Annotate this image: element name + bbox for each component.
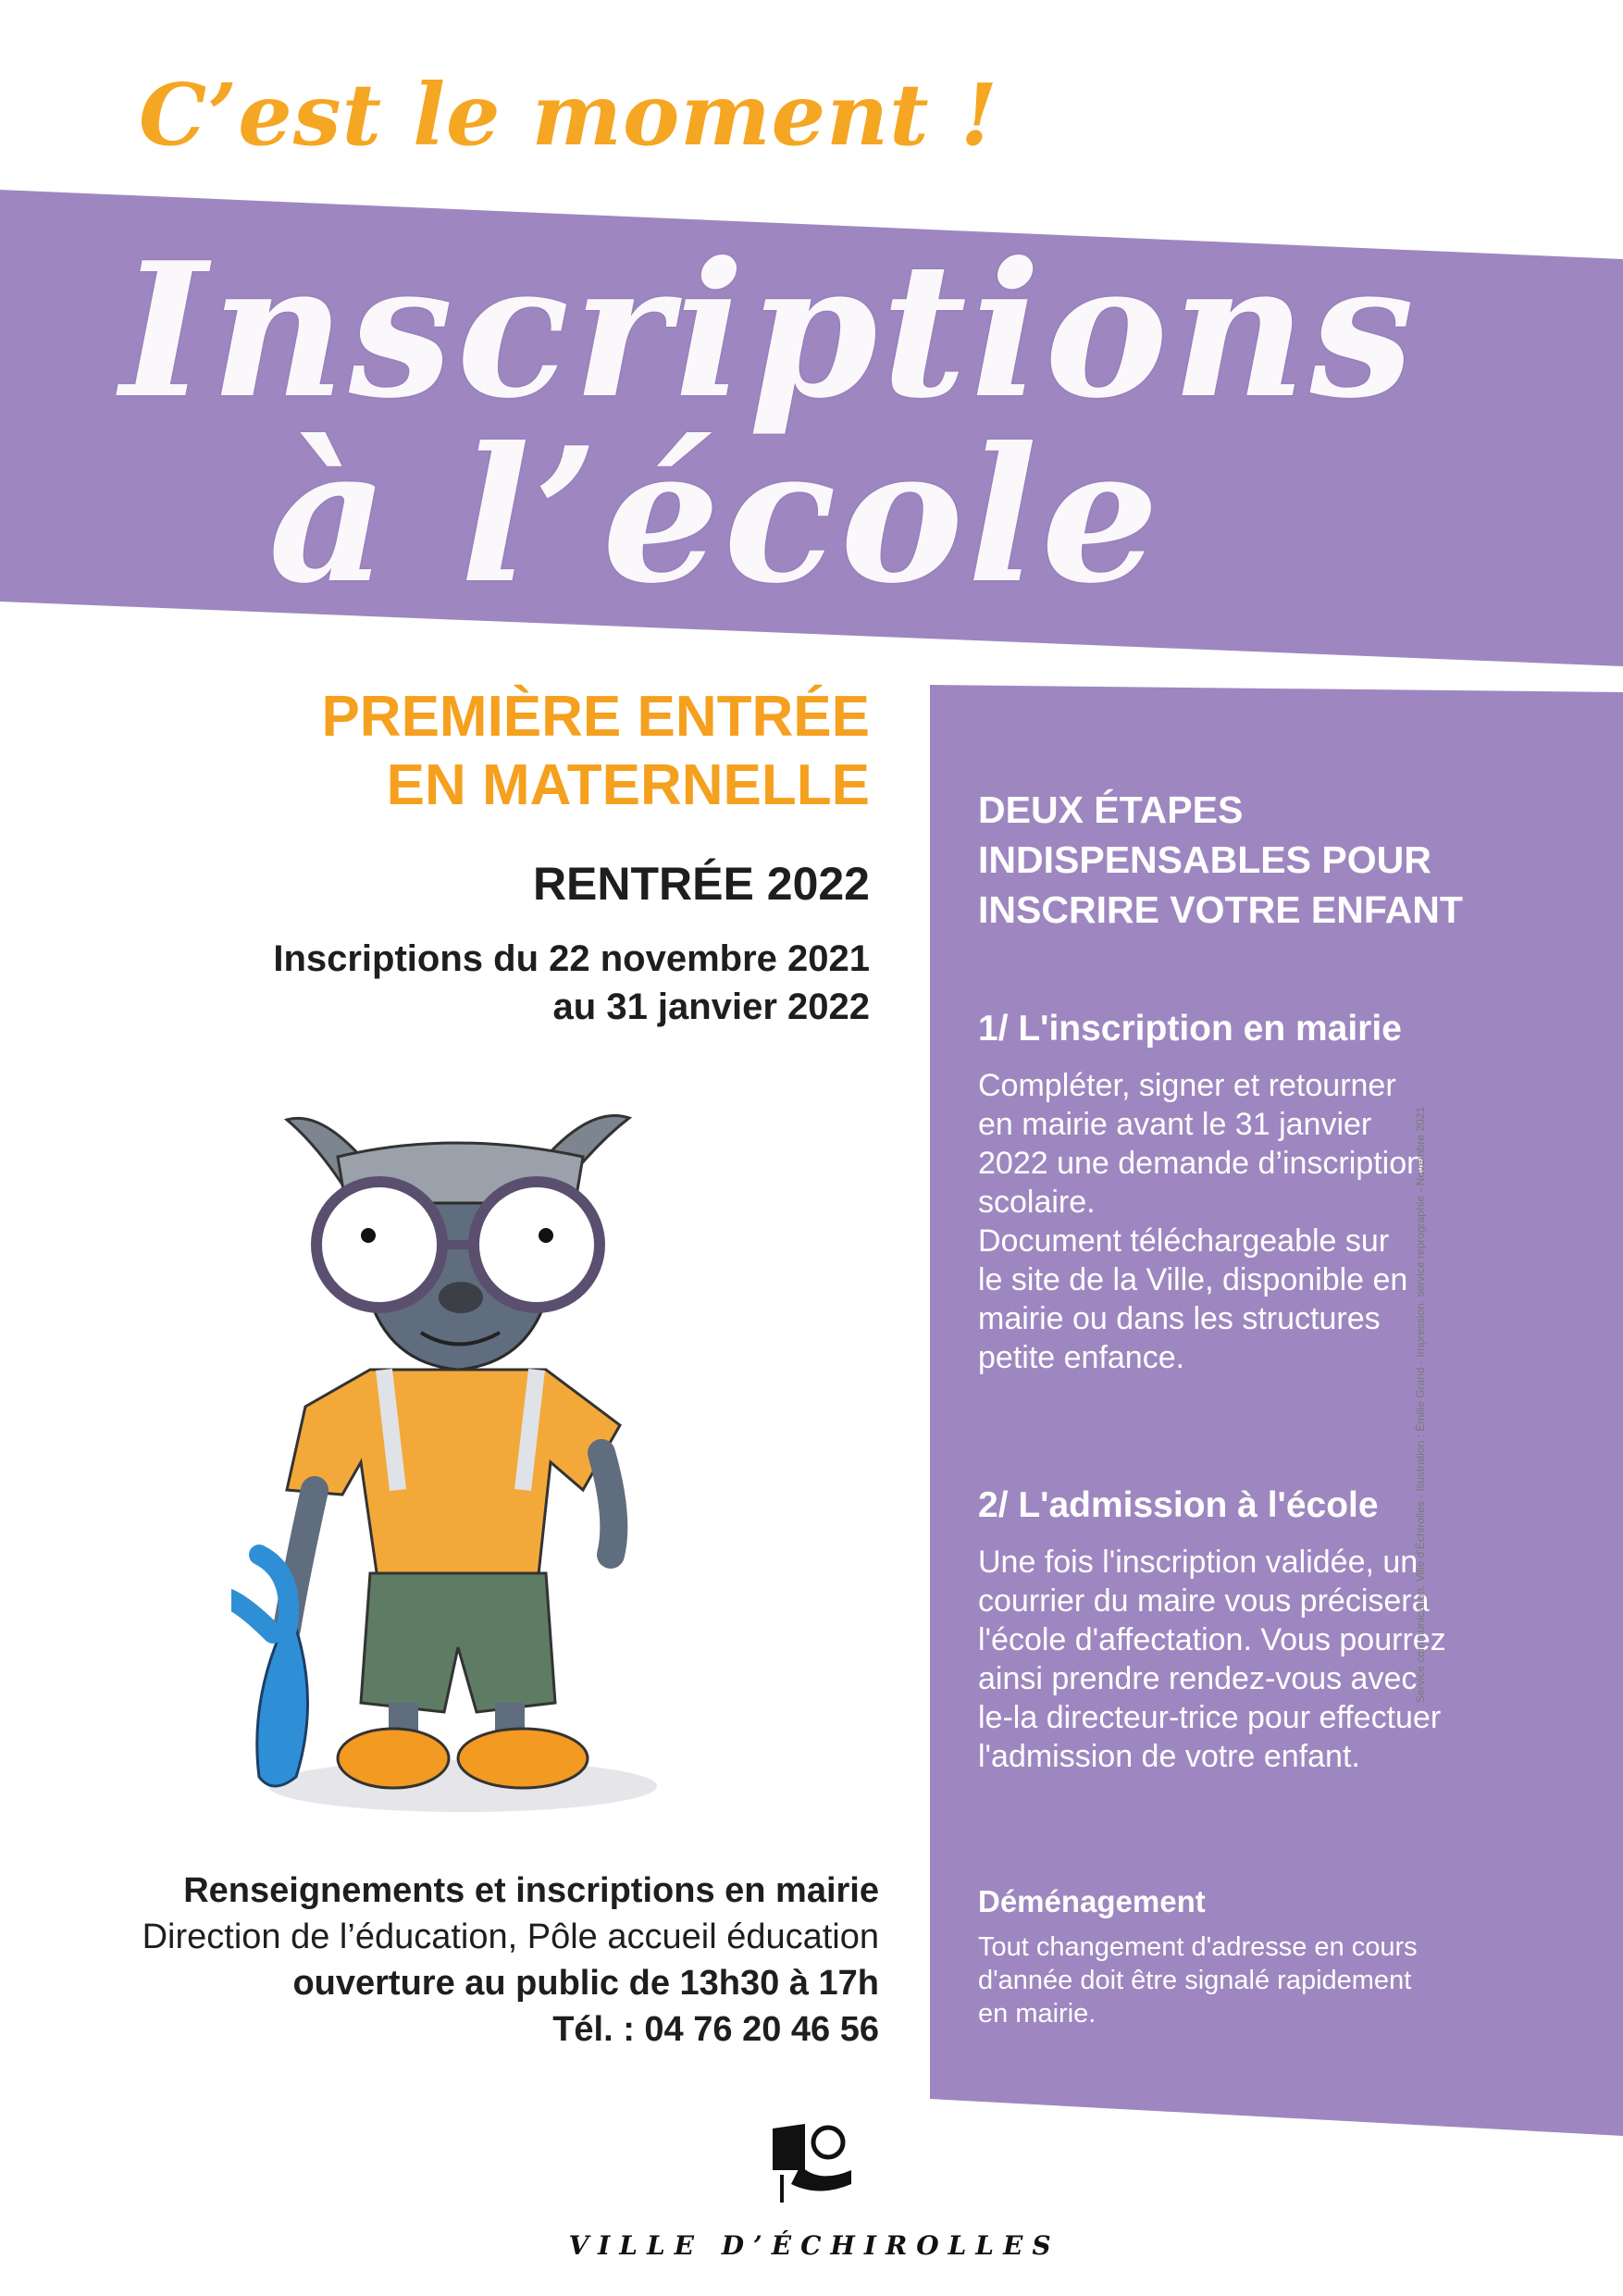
level-heading	[148, 683, 870, 820]
tagline: C’est le moment !	[139, 65, 999, 165]
steps-heading	[978, 785, 1589, 935]
step1-title: 1/ L'inscription en mairie	[978, 1009, 1402, 1049]
step1-line: petite enfance.	[978, 1340, 1185, 1375]
moving-title: Déménagement	[978, 1884, 1206, 1918]
contact-info	[56, 1868, 879, 2053]
level-heading-line2: EN MATERNELLE	[386, 753, 870, 817]
opening-hours: ouverture au public de 13h30 à 17h	[292, 1964, 879, 2003]
step2-line: courrier du maire vous précisera	[978, 1583, 1430, 1619]
contact-heading: Renseignements et inscriptions en mairie	[183, 1871, 879, 1910]
step2-line: l'école d'affectation. Vous pourrez	[978, 1622, 1446, 1657]
step1-line: le site de la Ville, disponible en	[978, 1262, 1408, 1297]
moving-line: d'année doit être signalé rapidement	[978, 1966, 1412, 1995]
page-title-line1: Inscriptions	[120, 222, 1419, 440]
moving-body	[978, 1930, 1570, 2030]
registration-dates	[93, 935, 870, 1031]
steps-heading-line1: DEUX ÉTAPES	[978, 788, 1244, 831]
step2-body	[978, 1543, 1570, 1776]
phone-number: Tél. : 04 76 20 46 56	[552, 2010, 879, 2049]
steps-heading-line3: INSCRIRE VOTRE ENFANT	[978, 888, 1463, 931]
step1-line: scolaire.	[978, 1185, 1096, 1220]
step1-line: en mairie avant le 31 janvier	[978, 1107, 1372, 1142]
city-logo-text: VILLE D’ÉCHIROLLES	[568, 2230, 1060, 2261]
cat-mascot-illustration	[231, 1055, 750, 1823]
step2-line: Une fois l'inscription validée, un	[978, 1545, 1419, 1580]
contact-service: Direction de l’éducation, Pôle accueil éducation	[142, 1917, 879, 1956]
page-title-line2: à l’école	[268, 407, 1163, 625]
moving-line: en mairie.	[978, 1999, 1096, 2029]
city-logo-icon	[763, 2119, 856, 2207]
step1-line: mairie ou dans les structures	[978, 1301, 1381, 1336]
step2-line: le-la directeur-trice pour effectuer	[978, 1700, 1442, 1735]
step1-line: Document téléchargeable sur	[978, 1223, 1390, 1259]
step2-line: ainsi prendre rendez-vous avec	[978, 1661, 1418, 1696]
step1-body	[978, 1066, 1570, 1377]
level-heading-line1: PREMIÈRE ENTRÉE	[321, 685, 870, 749]
registration-dates-line2: au 31 janvier 2022	[552, 987, 870, 1027]
step1-line: 2022 une demande d’inscription	[978, 1146, 1425, 1181]
registration-dates-line1: Inscriptions du 22 novembre 2021	[273, 938, 870, 979]
print-credits: Service communication, Ville d’Échirolles - Illustration : Émilie Grand - Impression, service reprographie - Novembre 2021	[1414, 1106, 1427, 1703]
step2-title: 2/ L'admission à l'école	[978, 1485, 1379, 1525]
school-year-heading: RENTRÉE 2022	[532, 858, 870, 910]
steps-heading-line2: INDISPENSABLES POUR	[978, 838, 1431, 881]
moving-line: Tout changement d'adresse en cours	[978, 1932, 1418, 1962]
step1-line: Compléter, signer et retourner	[978, 1068, 1396, 1103]
step2-line: l'admission de votre enfant.	[978, 1739, 1360, 1774]
